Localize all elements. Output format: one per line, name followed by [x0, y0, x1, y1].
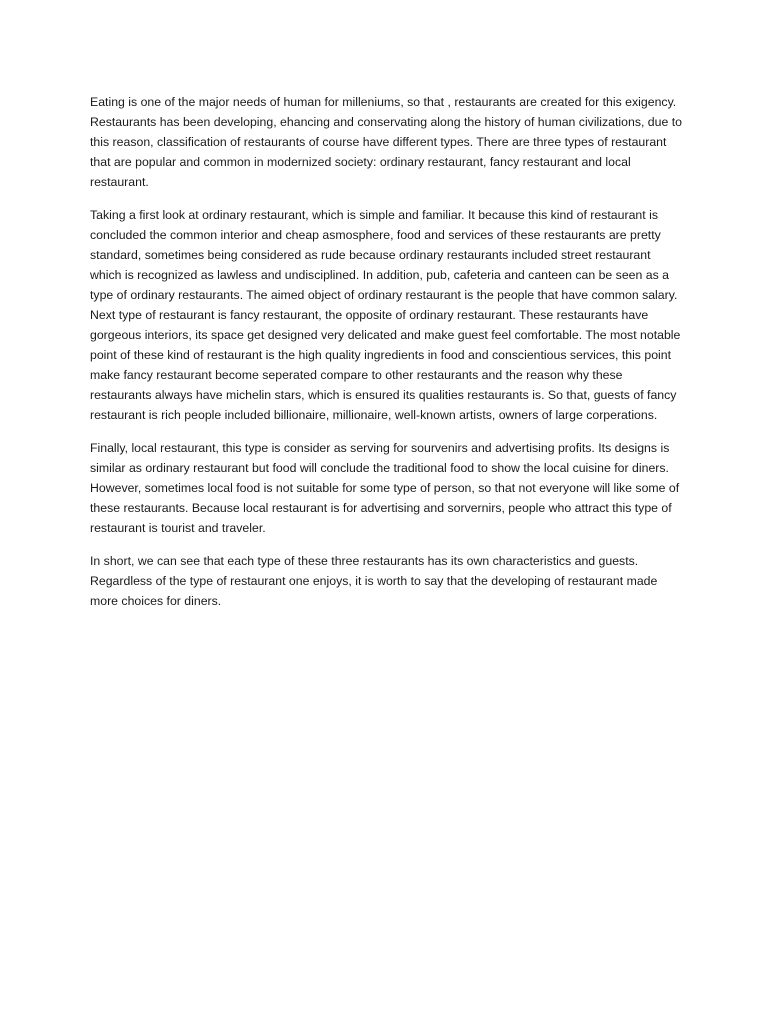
paragraph-local-restaurant: Finally, local restaurant, this type is consider as serving for sourvenirs and advertising profits. Its designs is similar as ordinary restaurant but food will conclude the traditional food to show the local cuisine for diners. However, sometimes local food is not suitable for some type of person, so that not everyone will like some of these restaurants. Because local restaurant is for advertising and sorvernirs, people who attract this type of restaurant is tourist and traveler.	[90, 441, 680, 535]
paragraph-fancy-restaurant: Next type of restaurant is fancy restaurant, the opposite of ordinary restaurant. These restaurants have gorgeous interiors, its space get designed very delicated and make guest feel comfortable. The most notable point of these kind of restaurant is the high quality ingredients in food and conscientious services, this point make fancy restaurant become seperated compare to other restaurants and the reason why these restaurants always have michelin stars, which is ensured its qualities restaurants is. So that, guests of fancy restaurant is rich people included billionaire, millionaire, well-known artists, owners of large corperations.	[90, 308, 681, 422]
paragraph-ordinary-restaurant: Taking a first look at ordinary restaurant, which is simple and familiar. It because this kind of restaurant is concluded the common interior and cheap asmosphere, food and services of these restaurants are pretty standard, sometimes being considered as rude because ordinary restaurants included street restaurant which is recognized as lawless and undisciplined. In addition, pub, cafeteria and canteen can be seen as a type of ordinary restaurants. The aimed object of ordinary restaurant is the people that have common salary.	[90, 208, 678, 302]
paragraph-conclusion: In short, we can see that each type of these three restaurants has its own characteristics and guests. Regardless of the type of restaurant one enjoys, it is worth to say that the developing of restaurant made more choices for diners.	[90, 554, 658, 608]
document-body	[90, 92, 682, 624]
paragraph-intro: Eating is one of the major needs of human for milleniums, so that , restaurants are created for this exigency. Restaurants has been developing, ehancing and conservating along the history of human civilizations, due to this reason, classification of restaurants of course have different types. There are three types of restaurant that are popular and common in modernized society: ordinary restaurant, fancy restaurant and local restaurant.	[90, 95, 682, 189]
